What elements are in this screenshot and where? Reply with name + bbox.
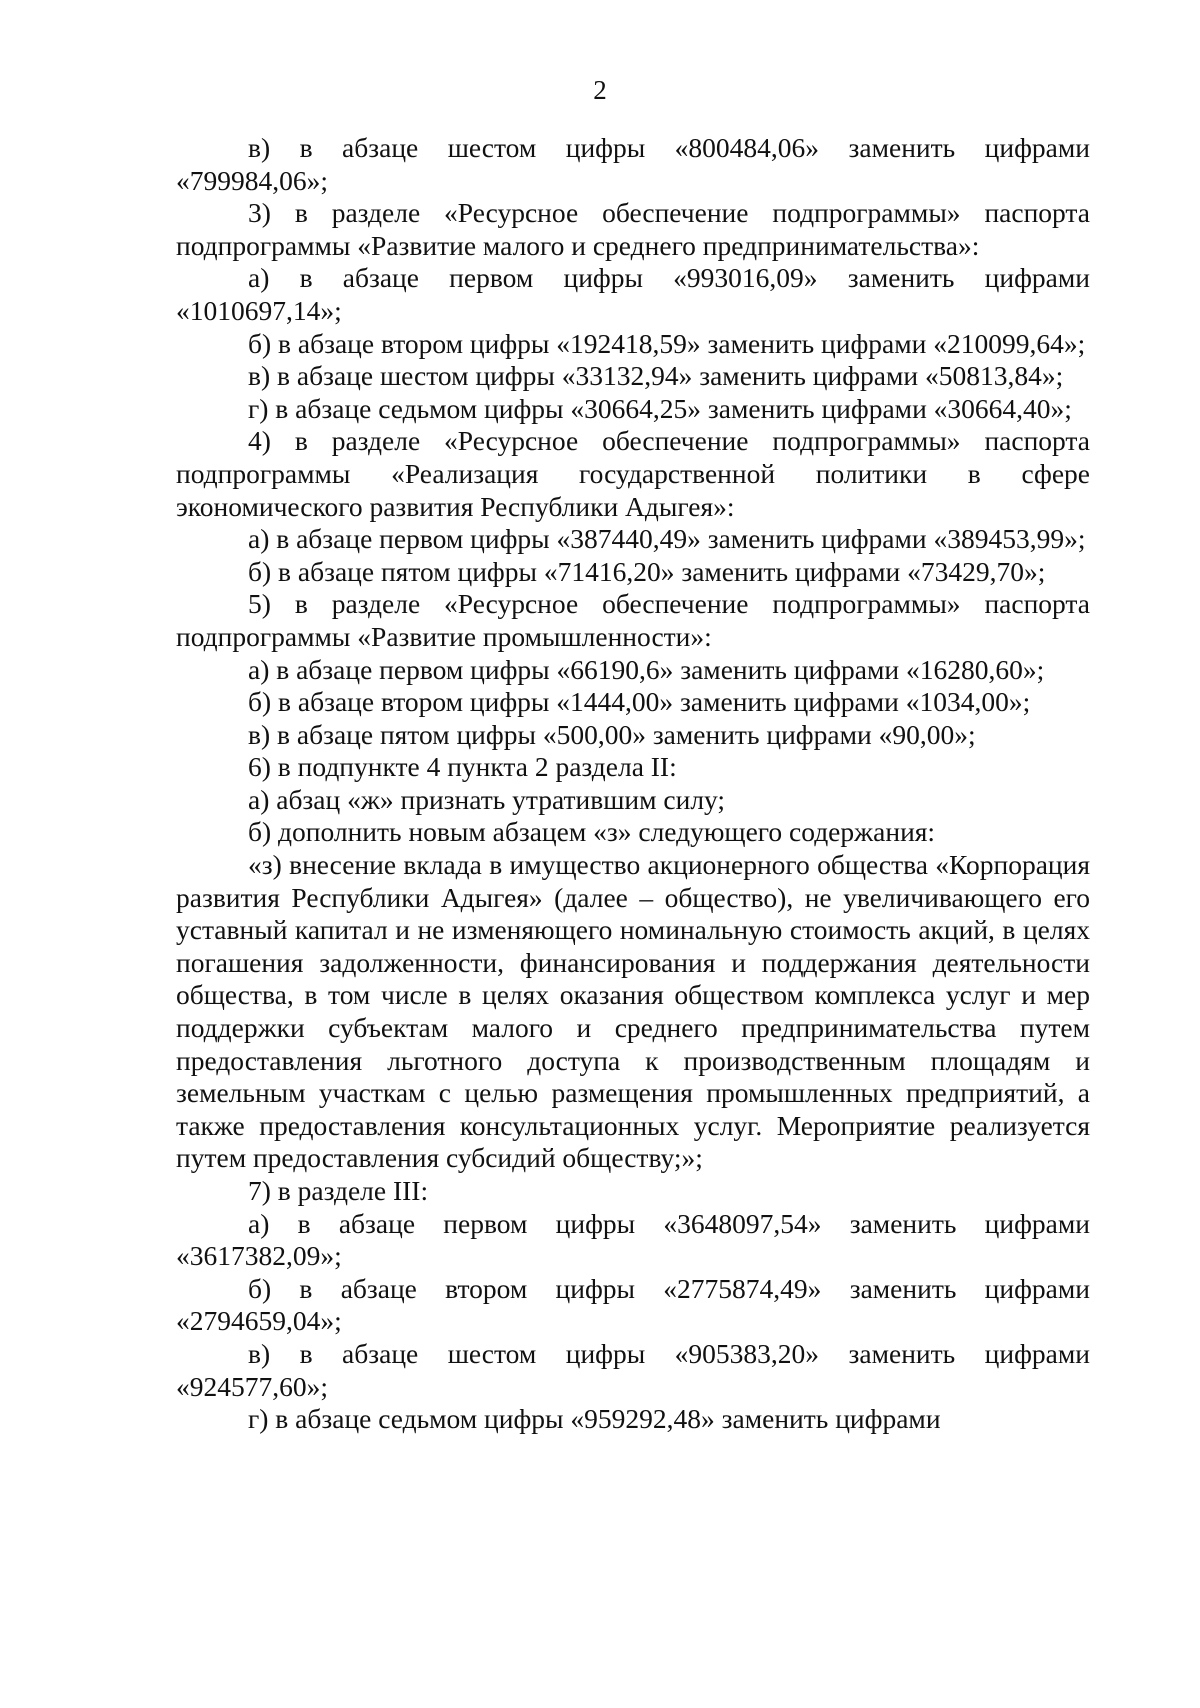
paragraph-item-21: в) в абзаце шестом цифры «905383,20» заменить цифрами «924577,60»; [176, 1337, 1090, 1402]
paragraph-item-22: г) в абзаце седьмом цифры «959292,48» заменить цифрами [248, 1403, 941, 1435]
paragraph-item-2: 3) в разделе «Ресурсное обеспечение подпрограммы» паспорта подпрограммы «Развитие малого и среднего предпринимательства»: [176, 197, 1090, 261]
paragraph-item-20: б) в абзаце втором цифры «2775874,49» заменить цифрами «2794659,04»; [176, 1272, 1090, 1337]
paragraph-item-9: б) в абзаце пятом цифры «71416,20» заменить цифрами «73429,70»; [248, 555, 1046, 587]
paragraph-item-12: б) в абзаце втором цифры «1444,00» заменить цифрами «1034,00»; [248, 686, 1031, 718]
document-body [176, 132, 1090, 1436]
paragraph-item-7: 4) в разделе «Ресурсное обеспечение подпрограммы» паспорта подпрограммы «Реализация государственной политики в сфере экономического развития Республики Адыгея»: [176, 425, 1090, 522]
paragraph-item-4: б) в абзаце втором цифры «192418,59» заменить цифрами «210099,64»; [248, 327, 1086, 359]
paragraph-item-5: в) в абзаце шестом цифры «33132,94» заменить цифрами «50813,84»; [248, 360, 1064, 392]
paragraph-item-19: а) в абзаце первом цифры «3648097,54» заменить цифрами «3617382,09»; [176, 1207, 1090, 1272]
page-number: 2 [593, 75, 607, 105]
paragraph-item-16: б) дополнить новым абзацем «з» следующего содержания: [248, 816, 936, 848]
paragraph-item-13: в) в абзаце пятом цифры «500,00» заменить цифрами «90,00»; [248, 718, 976, 750]
paragraph-item-14: 6) в подпункте 4 пункта 2 раздела II: [248, 751, 677, 783]
paragraph-item-18: 7) в разделе III: [248, 1175, 429, 1206]
paragraph-item-17: «з) внесение вклада в имущество акционерного общества «Корпорация развития Республики Адыгея» (далее – общество), не увеличивающего его уставный капитал и не изменяющего номинальную стоимость акций, в целях погашения задолженности, финансирования и поддержания деятельности общества, в том числе в целях оказания обществом комплекса услуг и мер поддержки субъектам малого и среднего предпринимательства путем предоставления льготного доступа к производственным площадям и земельным участкам с целью размещения промышленных предприятий, а также предоставления консультационных услуг. Мероприятие реализуется путем предоставления субсидий обществу;»; [176, 849, 1090, 1174]
paragraph-item-10: 5) в разделе «Ресурсное обеспечение подпрограммы» паспорта подпрограммы «Развитие промышленности»: [176, 588, 1090, 652]
paragraph-item-6: г) в абзаце седьмом цифры «30664,25» заменить цифрами «30664,40»; [248, 392, 1072, 424]
paragraph-item-8: а) в абзаце первом цифры «387440,49» заменить цифрами «389453,99»; [248, 523, 1086, 555]
paragraph-item-15: а) абзац «ж» признать утратившим силу; [248, 783, 726, 815]
paragraph-item-11: а) в абзаце первом цифры «66190,6» заменить цифрами «16280,60»; [248, 653, 1045, 685]
paragraph-item-1: в) в абзаце шестом цифры «800484,06» заменить цифрами «799984,06»; [176, 132, 1090, 196]
paragraph-item-3: а) в абзаце первом цифры «993016,09» заменить цифрами «1010697,14»; [176, 262, 1090, 326]
